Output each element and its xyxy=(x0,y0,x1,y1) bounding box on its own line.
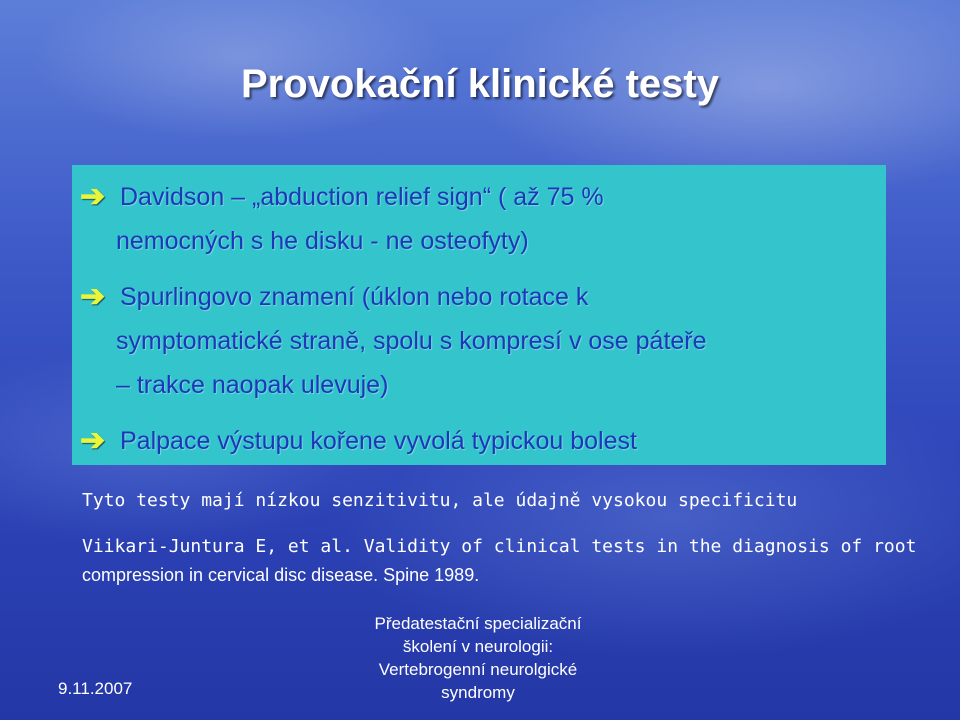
right-arrow-icon: ➔ xyxy=(80,424,106,457)
bullet-line: nemocných s he disku - ne osteofyty) xyxy=(116,227,529,255)
bullet-line: Palpace výstupu kořene vyvolá typickou bolest xyxy=(120,427,637,455)
bullet-line: – trakce naopak ulevuje) xyxy=(116,371,389,399)
bullet-spurling xyxy=(80,275,707,407)
sensitivity-note: Tyto testy mají nízkou senzitivitu, ale údajně vysokou specificitu xyxy=(82,490,798,511)
right-arrow-icon: ➔ xyxy=(80,280,106,313)
footer-line: školení v neurologii: xyxy=(402,637,554,656)
footer-date: 9.11.2007 xyxy=(58,679,133,698)
content-box xyxy=(72,165,886,465)
bullet-line: Davidson – „abduction relief sign“ ( až 75 % xyxy=(120,183,604,211)
bullet-line: symptomatické straně, spolu s kompresí v ose páteře xyxy=(116,327,707,355)
footer-line: syndromy xyxy=(441,683,515,702)
footer-line: Vertebrogenní neurolgické xyxy=(378,660,578,679)
bullet-palpace xyxy=(80,419,637,463)
bullet-davidson xyxy=(80,175,604,263)
reference-citation xyxy=(82,533,916,589)
footer-course-title xyxy=(338,612,618,704)
reference-line: Viikari-Juntura E, et al. Validity of clinical tests in the diagnosis of root xyxy=(82,536,917,557)
right-arrow-icon: ➔ xyxy=(80,180,106,213)
bullet-line: Spurlingovo znamení (úklon nebo rotace k xyxy=(120,283,589,311)
reference-line: compression in cervical disc disease. Spine 1989. xyxy=(82,565,480,585)
footer-line: Předatestační specializační xyxy=(374,614,582,633)
slide-title: Provokační klinické testy xyxy=(240,62,719,106)
